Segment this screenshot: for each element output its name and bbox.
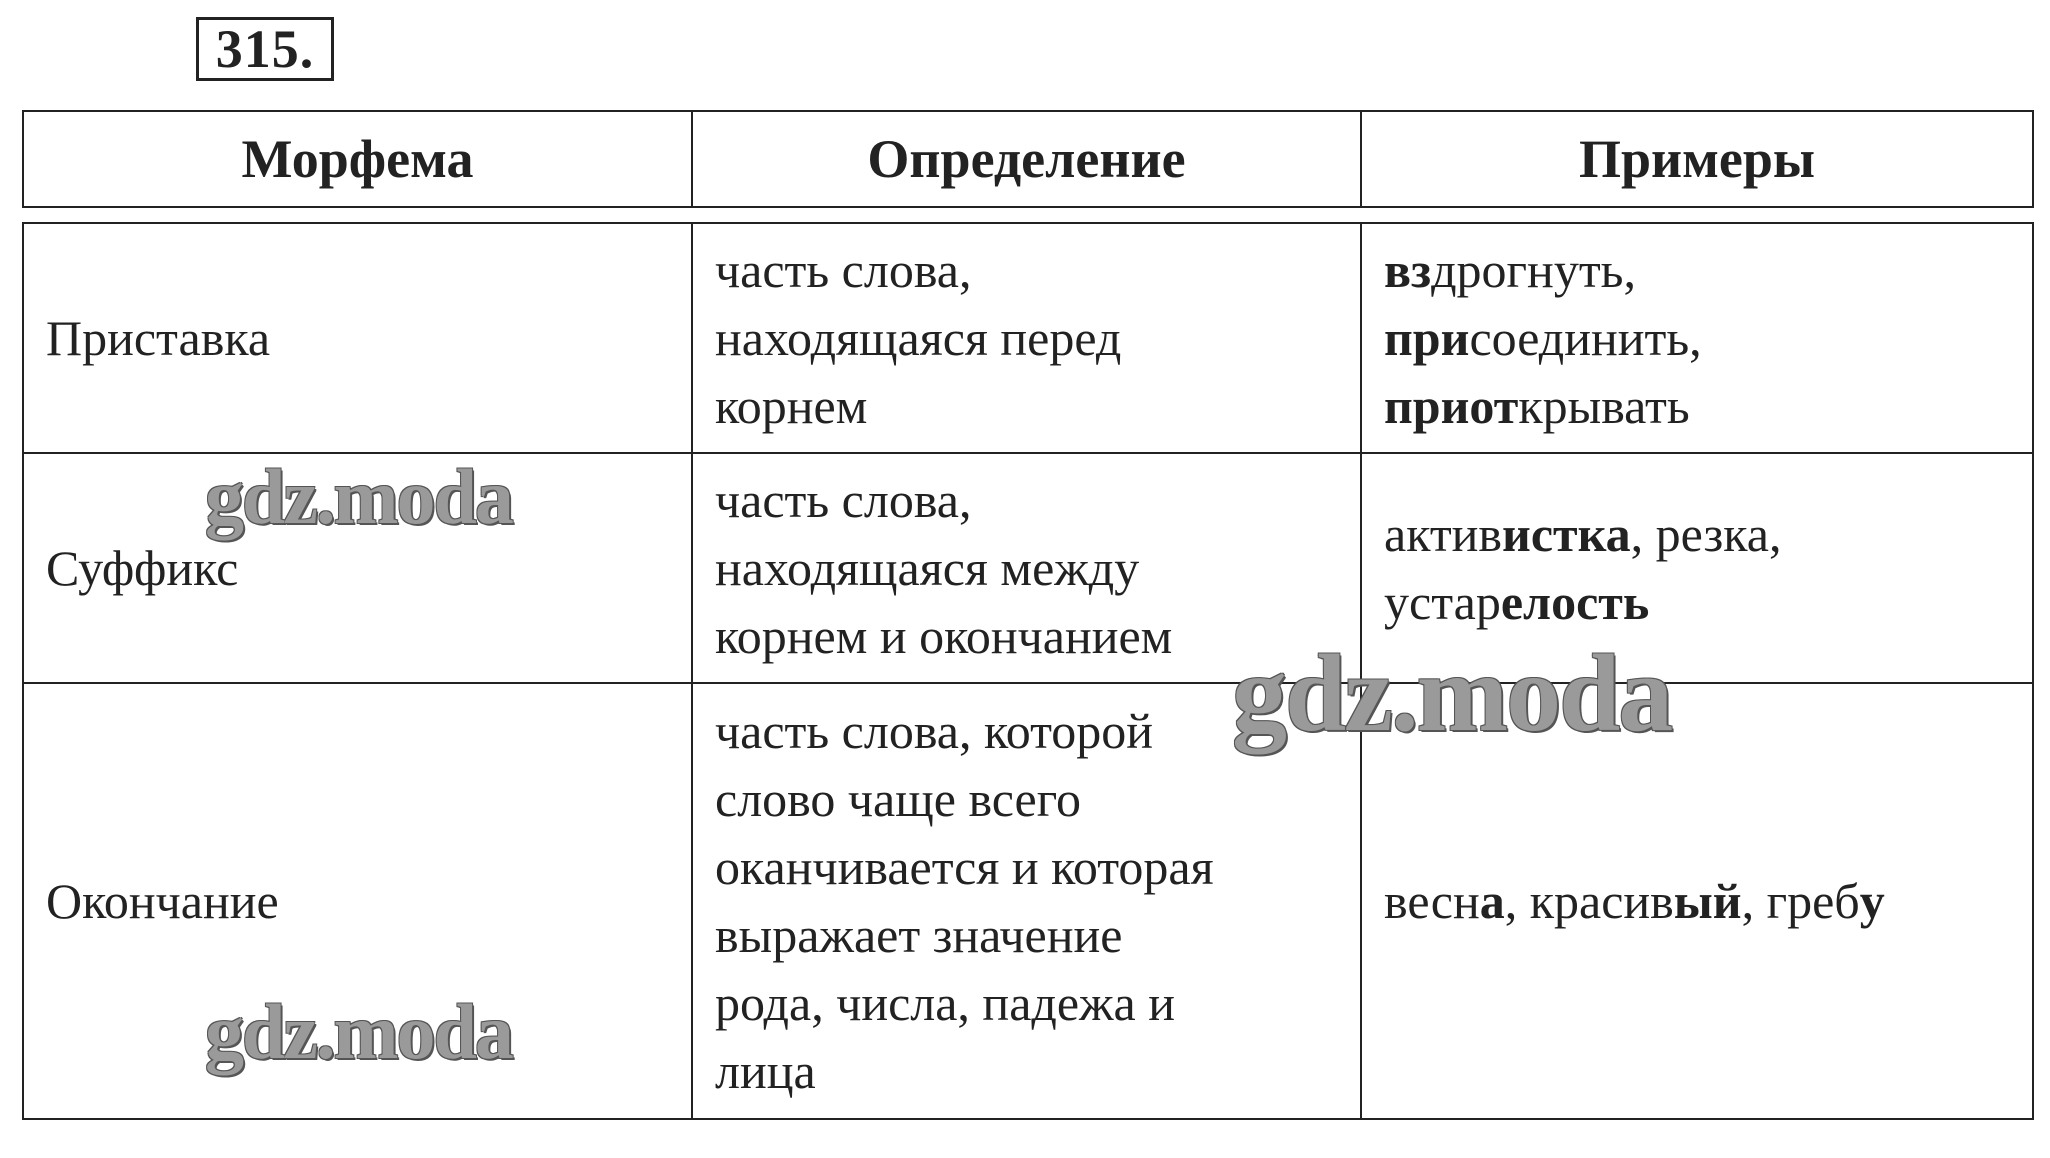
examples-cell: [1361, 453, 2033, 683]
definition-line: находящаяся между: [715, 540, 1140, 596]
example-line: [1384, 372, 2010, 440]
example-rest: дрогнуть,: [1431, 242, 1636, 298]
morpheme-highlight: у: [1859, 873, 1885, 929]
definition-line: находящаяся перед: [715, 310, 1122, 366]
morpheme-highlight: истка: [1502, 506, 1631, 562]
definition-line: лица: [715, 1043, 816, 1099]
morpheme-highlight: елость: [1500, 574, 1650, 630]
morpheme-table: [22, 222, 2034, 1120]
morpheme-highlight: вз: [1384, 242, 1432, 298]
morpheme-highlight: при: [1384, 310, 1470, 366]
definition-line: корнем: [715, 378, 868, 434]
example-rest: , греб: [1741, 873, 1860, 929]
example-rest: , красив: [1504, 873, 1674, 929]
watermark: gdz.moda: [1232, 632, 1672, 754]
header-morpheme: Морфема: [23, 111, 692, 207]
header-examples: Примеры: [1361, 111, 2033, 207]
morpheme-highlight: приот: [1384, 378, 1519, 434]
table-row: [23, 223, 2033, 453]
example-line: [1384, 500, 2010, 568]
table-header: [22, 110, 2034, 208]
definition-line: рода, числа, падежа и: [715, 975, 1176, 1031]
header-definition: Определение: [692, 111, 1361, 207]
definition-line: часть слова, которой: [715, 703, 1154, 759]
example-line: [1384, 236, 2010, 304]
table-row: [23, 683, 2033, 1119]
examples-cell: [1361, 223, 2033, 453]
definition-cell: [692, 223, 1361, 453]
example-pre: устар: [1384, 574, 1501, 630]
example-pre: весн: [1384, 873, 1480, 929]
morpheme-cell: Приставка: [23, 223, 692, 453]
definition-line: корнем и окончанием: [715, 608, 1173, 664]
definition-cell: [692, 683, 1361, 1119]
definition-line: слово чаще всего: [715, 771, 1082, 827]
example-line: [1384, 867, 2010, 935]
definition-line: часть слова,: [715, 472, 972, 528]
definition-line: часть слова,: [715, 242, 972, 298]
table-row: [23, 453, 2033, 683]
morpheme-cell: Окончание: [23, 683, 692, 1119]
morpheme-highlight: ый: [1673, 873, 1742, 929]
definition-line: оканчивается и которая: [715, 839, 1214, 895]
example-rest: крывать: [1518, 378, 1690, 434]
examples-cell: [1361, 683, 2033, 1119]
example-pre: актив: [1384, 506, 1503, 562]
watermark: gdz.moda: [205, 988, 512, 1075]
morpheme-highlight: а: [1479, 873, 1505, 929]
example-rest: соединить,: [1469, 310, 1702, 366]
morpheme-cell: Суффикс: [23, 453, 692, 683]
exercise-number: 315.: [196, 17, 334, 81]
example-line: [1384, 568, 2010, 636]
watermark: gdz.moda: [205, 453, 512, 540]
example-line: [1384, 304, 2010, 372]
definition-cell: [692, 453, 1361, 683]
definition-line: выражает значение: [715, 907, 1123, 963]
example-rest: , резка,: [1630, 506, 1782, 562]
